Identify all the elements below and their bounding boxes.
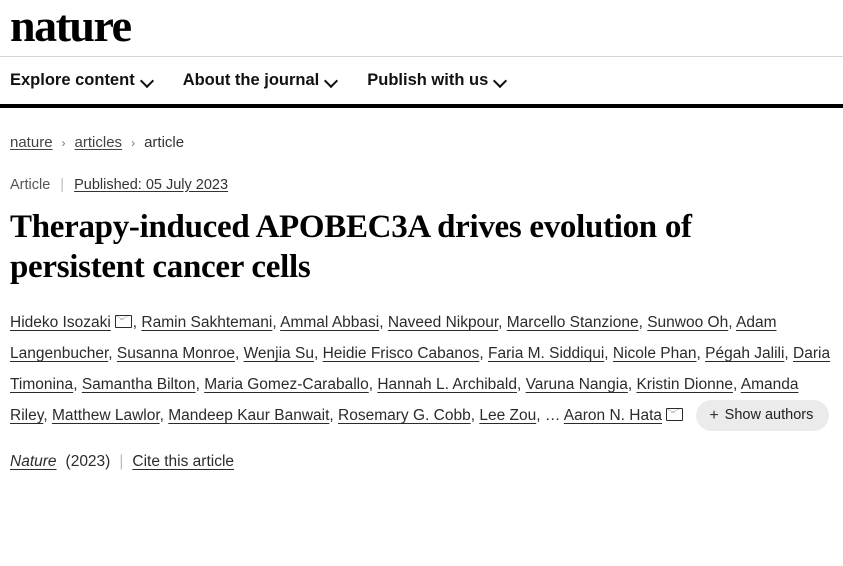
- author-link[interactable]: Kristin Dionne: [636, 376, 733, 393]
- page-title: Therapy-induced APOBEC3A drives evolution of persistent cancer cells: [10, 209, 692, 285]
- kicker-divider: |: [60, 177, 65, 193]
- author-separator: ,: [638, 314, 643, 331]
- author-separator: ,: [108, 345, 113, 362]
- breadcrumb-item-nature[interactable]: nature: [10, 134, 53, 151]
- author-list: [10, 307, 833, 431]
- author-separator: ,: [604, 345, 609, 362]
- author-separator: ,: [516, 376, 522, 393]
- author-ellipsis: …: [544, 407, 561, 424]
- author-separator: ,: [784, 345, 789, 362]
- author-link[interactable]: Aaron N. Hata: [563, 407, 663, 424]
- author-separator: ,: [73, 376, 78, 393]
- chevron-down-icon: [495, 76, 506, 87]
- author-separator: ,: [627, 376, 633, 393]
- publication-date-link[interactable]: Published: 05 July 2023: [74, 177, 229, 193]
- author-separator: ,: [368, 376, 374, 393]
- article-kicker: [10, 177, 833, 193]
- author-link[interactable]: Samantha Bilton: [81, 376, 196, 393]
- author-link[interactable]: Faria M. Siddiqui: [488, 345, 605, 362]
- nav-item-publish-with-us[interactable]: [367, 71, 506, 90]
- author-separator: ,: [732, 376, 738, 393]
- breadcrumb-item-article: article: [144, 134, 185, 151]
- author-link[interactable]: Daria Timonina: [10, 345, 831, 393]
- author-link[interactable]: Varuna Nangia: [525, 376, 628, 393]
- author-link[interactable]: Wenjia Su: [243, 345, 314, 362]
- author-separator: ,: [728, 314, 733, 331]
- author-link[interactable]: Ammal Abbasi: [280, 314, 380, 331]
- breadcrumb-separator-icon: ›: [61, 135, 66, 150]
- author-link[interactable]: Hannah L. Archibald: [377, 376, 517, 393]
- article-content: [0, 134, 843, 471]
- author-separator: ,: [329, 407, 334, 424]
- email-icon[interactable]: [115, 315, 132, 328]
- plus-icon: +: [709, 406, 719, 424]
- citation-divider: |: [119, 453, 124, 471]
- author-link[interactable]: Pégah Jalili: [705, 345, 785, 362]
- author-link[interactable]: Adam Langenbucher: [10, 314, 777, 362]
- author-separator: ,: [132, 314, 138, 331]
- author-link[interactable]: Nicole Phan: [612, 345, 697, 362]
- chevron-down-icon: [326, 76, 337, 87]
- author-link[interactable]: Susanna Monroe: [116, 345, 235, 362]
- author-separator: ,: [195, 376, 200, 393]
- author-link[interactable]: Lee Zou: [479, 407, 537, 424]
- cite-this-article-link[interactable]: Cite this article: [132, 453, 235, 471]
- author-separator: ,: [159, 407, 164, 424]
- main-navigation: [0, 57, 843, 108]
- site-masthead: [0, 0, 843, 57]
- breadcrumb: [10, 134, 833, 151]
- author-link[interactable]: Amanda Riley: [10, 376, 799, 424]
- author-link[interactable]: Mandeep Kaur Banwait: [168, 407, 330, 424]
- author-separator: ,: [313, 345, 319, 362]
- author-link[interactable]: Heidie Frisco Cabanos: [322, 345, 480, 362]
- article-type-label: Article: [10, 177, 51, 193]
- author-separator: ,: [470, 407, 476, 424]
- breadcrumb-separator-icon: ›: [131, 135, 136, 150]
- author-separator: ,: [43, 407, 48, 424]
- author-separator: ,: [479, 345, 484, 362]
- nav-item-explore-content[interactable]: [10, 71, 153, 90]
- show-authors-button[interactable]: [696, 400, 829, 431]
- author-link[interactable]: Maria Gomez-Caraballo: [204, 376, 369, 393]
- author-separator: ,: [272, 314, 277, 331]
- author-separator: ,: [536, 407, 541, 424]
- journal-citation-line: [10, 453, 833, 471]
- nav-item-label: About the journal: [182, 71, 320, 89]
- nav-item-about-the-journal[interactable]: [183, 71, 338, 90]
- nav-item-label: Explore content: [10, 71, 135, 89]
- author-link[interactable]: Sunwoo Oh: [647, 314, 729, 331]
- author-link[interactable]: Matthew Lawlor: [51, 407, 160, 424]
- author-link[interactable]: Naveed Nikpour: [387, 314, 499, 331]
- show-authors-label: Show authors: [724, 407, 814, 424]
- journal-name-link[interactable]: Nature: [10, 453, 57, 471]
- author-link[interactable]: Hideko Isozaki: [10, 314, 111, 331]
- chevron-down-icon: [142, 76, 153, 87]
- email-icon[interactable]: [666, 408, 683, 421]
- author-link[interactable]: Marcello Stanzione: [506, 314, 639, 331]
- author-separator: ,: [234, 345, 240, 362]
- author-separator: ,: [696, 345, 701, 362]
- author-link[interactable]: Rosemary G. Cobb: [338, 407, 471, 424]
- author-separator: ,: [379, 314, 384, 331]
- nav-item-label: Publish with us: [367, 71, 489, 89]
- breadcrumb-item-articles[interactable]: articles: [74, 134, 123, 151]
- author-link[interactable]: Ramin Sakhtemani: [141, 314, 273, 331]
- publication-year: (2023): [65, 453, 111, 471]
- author-separator: ,: [498, 314, 503, 331]
- nature-logo[interactable]: nature: [10, 0, 131, 51]
